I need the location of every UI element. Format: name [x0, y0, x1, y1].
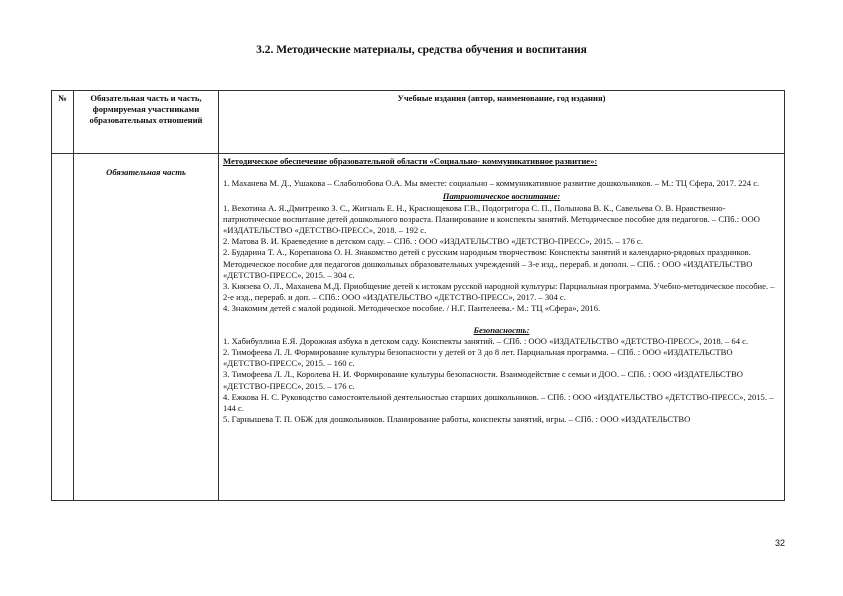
list-item: 2. Тимофеева Л. Л. Формирование культуры безопасности у детей от 3 до 8 лет. Парциальная программа. – СПб. : ООО «ИЗДАТЕЛЬСТВО «ДЕТСТВО-ПРЕСС», 2015. – 160 с. [223, 347, 733, 369]
list-item: 3. Тимофеева Л. Л., Королева Н. И. Формирование культуры безопасности. Взаимодействие с семьи и ДОО. – СПб. : ООО «ИЗДАТЕЛЬСТВО «ДЕТСТВО-ПРЕСС», 2015. – 176 с. [223, 369, 743, 391]
header-number: № [52, 91, 74, 154]
table-header-row [52, 91, 785, 154]
books-content [219, 154, 784, 500]
list-item: 1. Маханева М. Д., Ушакова – Слаболюбова О.А. Мы вместе: социально – коммуникативное развитие дошкольников. – М.: ТЦ Сфера, 2017. 224 с. [223, 178, 760, 189]
page-number: 32 [775, 538, 786, 548]
subheading-safety: Безопасность: [473, 324, 530, 335]
list-item: 2. Матова В. И. Краеведение в детском саду. – СПб. : ООО «ИЗДАТЕЛЬСТВО «ДЕТСТВО-ПРЕСС», 2015. – 176 с. [223, 236, 643, 247]
list-item: 4. Знакомим детей с малой родиной. Методическое пособие. / Н.Г. Пантелеева.- М.: ТЦ «Сфера», 2016. [223, 303, 601, 314]
materials-table [51, 90, 785, 501]
list-item: 1. Хабибуллина Е.Я. Дорожная азбука в детском саду. Конспекты занятий. – СПб. : ООО «ИЗДАТЕЛЬСТВО «ДЕТСТВО-ПРЕСС», 2018. – 64 с. [223, 335, 749, 346]
list-item: 5. Гарнышева Т. П. ОБЖ для дошкольников. Планирование работы, конспекты занятий, игры. – СПб. : ООО «ИЗДАТЕЛЬСТВО [223, 414, 691, 425]
list-item: 3. Князева О. Л., Маханева М.Д. Приобщение детей к истокам русской народной культуры: Парциальная программа. Учебно-методическое пособие. – 2-е изд., перераб. и доп. – СПб.: ООО «ИЗДАТЕЛЬСТВО «ДЕТСТВО-ПРЕСС», 2017. – 304 с. [223, 281, 775, 303]
part-label: Обязательная часть [106, 167, 186, 177]
header-books: Учебные издания (автор, наименование, год издания) [219, 91, 785, 154]
subheading-patriotic: Патриотическое воспитание: [442, 191, 561, 202]
cell-books [219, 154, 785, 501]
header-part: Обязательная часть и часть, формируемая участниками образовательных отношений [74, 91, 219, 154]
table-row [52, 154, 785, 501]
list-item: 1. Вехотина А. Я.,Дмитренко З. С., Жигналь Е. Н., Краснощекова Г.В., Подогригора С. П., Полынова В. К., Савельева О. В. Нравственно-патриотическое воспитание детей дошкольного возраста. Планирование и конспекты занятий. Методическое пособие для педагогов. – СПб.: ООО «ИЗДАТЕЛЬСТВО «ДЕТСТВО-ПРЕСС», 2018. – 192 с. [223, 202, 760, 236]
page-title: 3.2. Методические материалы, средства обучения и воспитания [256, 44, 587, 56]
cell-part [74, 154, 219, 501]
section-title: Методическое обеспечение образовательной области «Социально- коммуникативное развитие»: [223, 156, 598, 166]
cell-number [52, 154, 74, 501]
list-item: 4. Ежкова Н. С. Руководство самостоятельной деятельностью старших дошкольников. – СПб. : ООО «ИЗДАТЕЛЬСТВО «ДЕТСТВО-ПРЕСС», 2015. – 144 с. [223, 391, 774, 414]
list-item: 2. Бударина Т. А., Корепанова О. Н. Знакомство детей с русским народным творчеством: Конспекты занятий и календарно-рядовых праздников. Методическое пособие для педагогов дошкольных образовательных учреждений – 3-е изд., перераб. и дополн. – СПб. : ООО «ИЗДАТЕЛЬСТВО «ДЕТСТВО-ПРЕСС», 2015. – 304 с. [223, 247, 753, 280]
